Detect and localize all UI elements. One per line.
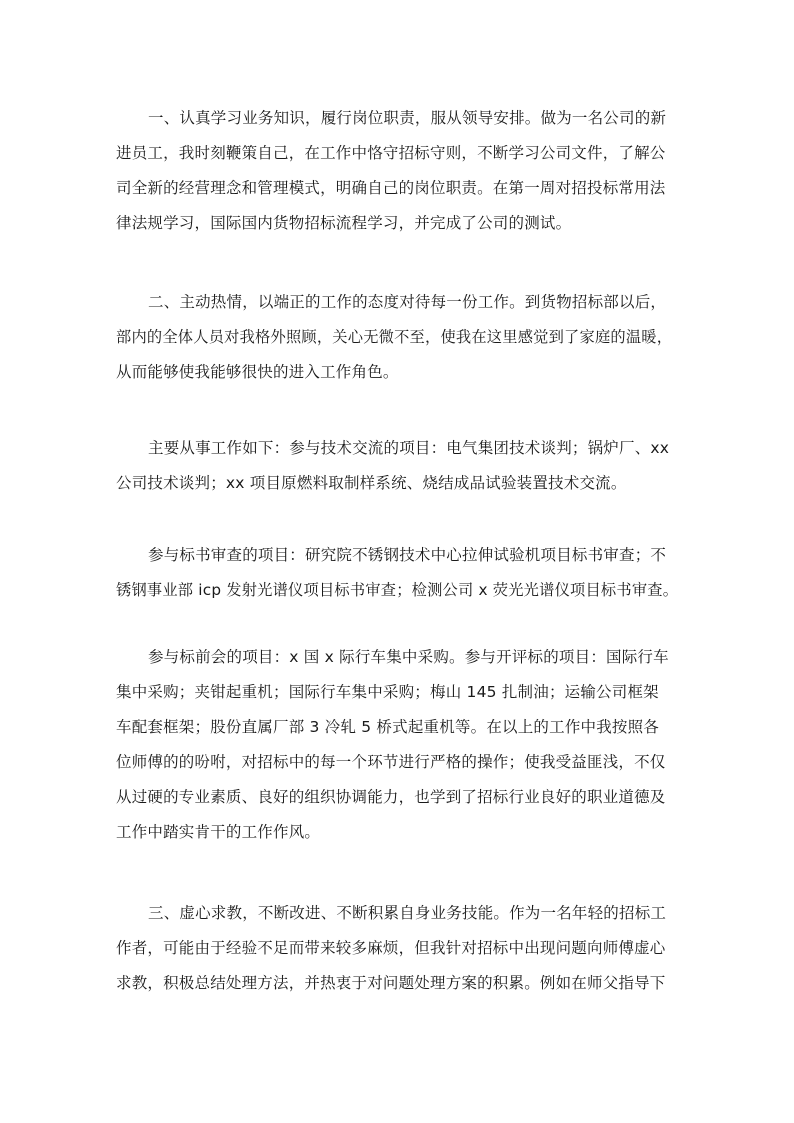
paragraph-line: 求教，积极总结处理方法，并热衷于对问题处理方案的积累。例如在师父指导下 [116,974,666,992]
paragraph-1 [116,101,678,241]
paragraph-line: 二、主动热情，以端正的工作的态度对待每一份工作。到货物招标部以后， [148,293,667,311]
paragraph-line: 参与标书审查的项目：研究院不锈钢技术中心拉伸试验机项目标书审查；不 [148,546,667,564]
paragraph-line: 车配套框架；股份直属厂部 3 冷轧 5 桥式起重机等。在以上的工作中我按照各 [116,718,660,736]
paragraph-line: 部内的全体人员对我格外照顾，关心无微不至，使我在这里感觉到了家庭的温暖， [116,328,673,346]
paragraph-line: 进员工，我时刻鞭策自己，在工作中恪守招标守则，不断学习公司文件，了解公 [116,144,666,162]
paragraph-line: 公司技术谈判；xx 项目原燃料取制样系统、烧结成品试验装置技术交流。 [116,474,627,492]
paragraph-line: 集中采购；夹钳起重机；国际行车集中采购；梅山 145 扎制油；运输公司框架 [116,683,659,701]
paragraph-line: 作者，可能由于经验不足而带来较多麻烦，但我针对招标中出现问题向师傅虚心 [116,939,666,957]
paragraph-line: 主要从事工作如下：参与技术交流的项目：电气集团技术谈判；锅炉厂、xx [148,439,670,457]
paragraph-line: 一、认真学习业务知识，履行岗位职责，服从领导安排。做为一名公司的新 [148,109,667,127]
paragraph-line: 从过硬的专业素质、良好的组织协调能力，也学到了招标行业良好的职业道德及 [116,788,666,806]
paragraph-4 [116,538,678,608]
paragraph-line: 律法规学习，国际国内货物招标流程学习，并完成了公司的测试。 [116,214,572,232]
paragraph-3 [116,431,678,501]
paragraph-line: 三、虚心求教，不断改进、不断积累自身业务技能。作为一名年轻的招标工 [148,904,667,922]
paragraph-2 [116,285,678,390]
paragraph-line: 工作中踏实肯干的工作作风。 [116,823,321,841]
paragraph-line: 位师傅的的吩咐，对招标中的每一个环节进行严格的操作；使我受益匪浅，不仅 [116,753,666,771]
paragraph-5 [116,640,678,850]
paragraph-line: 锈钢事业部 icp 发射光谱仪项目标书审查；检测公司 x 荧光光谱仪项目标书审查。 [116,581,678,599]
paragraph-6 [116,896,678,1001]
paragraph-line: 司全新的经营理念和管理模式，明确自己的岗位职责。在第一周对招投标常用法 [116,179,666,197]
paragraph-line: 从而能够使我能够很快的进入工作角色。 [116,363,399,381]
paragraph-line: 参与标前会的项目：x 国 x 际行车集中采购。参与开评标的项目：国际行车 [148,648,669,666]
